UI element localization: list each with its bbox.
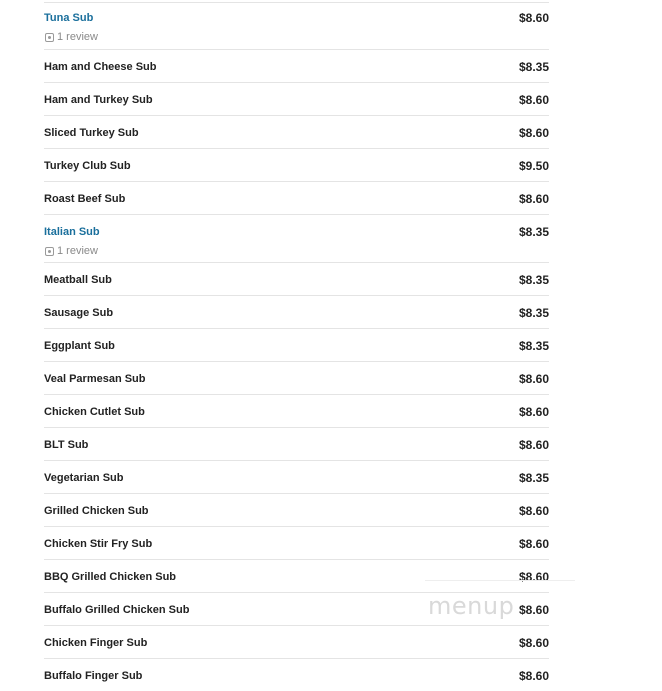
menu-item-name: Sliced Turkey Sub xyxy=(44,127,139,139)
menu-item-price: $8.35 xyxy=(518,225,549,239)
menu-item-name: Ham and Cheese Sub xyxy=(44,61,157,73)
menu-item-price: $8.60 xyxy=(518,603,549,617)
review-icon xyxy=(45,33,54,42)
menu-item-name: Vegetarian Sub xyxy=(44,472,124,484)
menu-item-name: Sausage Sub xyxy=(44,307,114,319)
menu-item xyxy=(44,329,549,362)
menu-item-name[interactable]: Tuna Sub xyxy=(44,12,94,24)
menu-item-price: $8.35 xyxy=(518,471,549,485)
menu-item-name: Roast Beef Sub xyxy=(44,193,126,205)
menu-item-price: $9.50 xyxy=(518,159,549,173)
menu-list xyxy=(44,0,549,691)
menu-item-name: BLT Sub xyxy=(44,439,89,451)
menu-item-name: Ham and Turkey Sub xyxy=(44,94,153,106)
menu-item xyxy=(44,527,549,560)
review-icon xyxy=(45,247,54,256)
menu-item-price: $8.60 xyxy=(518,570,549,584)
menu-item-price: $8.60 xyxy=(518,537,549,551)
menu-item-name: Grilled Chicken Sub xyxy=(44,505,149,517)
menu-item-price: $8.60 xyxy=(518,11,549,25)
menu-item-name: Veal Parmesan Sub xyxy=(44,373,146,385)
watermark-line xyxy=(425,580,575,581)
menu-item xyxy=(44,395,549,428)
menu-item xyxy=(44,182,549,215)
menu-item xyxy=(44,263,549,296)
menu-item-name: Turkey Club Sub xyxy=(44,160,131,172)
menu-item-price: $8.60 xyxy=(518,504,549,518)
menu-item-price: $8.35 xyxy=(518,273,549,287)
review-count[interactable] xyxy=(45,245,98,257)
menu-item-price: $8.60 xyxy=(518,126,549,140)
menu-item-name: Chicken Stir Fry Sub xyxy=(44,538,153,550)
menu-item xyxy=(44,626,549,659)
menu-item-price: $8.35 xyxy=(518,60,549,74)
menu-item[interactable] xyxy=(44,215,549,263)
menu-item-price: $8.60 xyxy=(518,438,549,452)
menu-item xyxy=(44,461,549,494)
menu-item xyxy=(44,296,549,329)
menu-item-name: Chicken Cutlet Sub xyxy=(44,406,145,418)
menu-item-name: Buffalo Finger Sub xyxy=(44,670,143,682)
menu-item-name: Chicken Finger Sub xyxy=(44,637,148,649)
menu-item xyxy=(44,428,549,461)
menu-item-name: Buffalo Grilled Chicken Sub xyxy=(44,604,190,616)
menu-item xyxy=(44,149,549,182)
menu-item-price: $8.35 xyxy=(518,339,549,353)
menu-item-name: BBQ Grilled Chicken Sub xyxy=(44,571,177,583)
menu-item-name: Meatball Sub xyxy=(44,274,112,286)
menu-item-name: Eggplant Sub xyxy=(44,340,115,352)
menu-item[interactable] xyxy=(44,0,549,50)
menu-item-price: $8.35 xyxy=(518,306,549,320)
menu-item xyxy=(44,659,549,691)
review-count[interactable] xyxy=(45,31,98,43)
menu-item xyxy=(44,116,549,149)
menu-item xyxy=(44,50,549,83)
review-count-label: 1 review xyxy=(57,245,98,257)
menu-item-price: $8.60 xyxy=(518,372,549,386)
menu-item xyxy=(44,560,549,593)
menu-item-price: $8.60 xyxy=(518,192,549,206)
menu-item-price: $8.60 xyxy=(518,636,549,650)
menu-item-name[interactable]: Italian Sub xyxy=(44,226,100,238)
menu-item-price: $8.60 xyxy=(518,669,549,683)
menu-item xyxy=(44,362,549,395)
review-count-label: 1 review xyxy=(57,31,98,43)
menu-item xyxy=(44,494,549,527)
menu-item xyxy=(44,83,549,116)
menu-item-price: $8.60 xyxy=(518,93,549,107)
menu-item-price: $8.60 xyxy=(518,405,549,419)
menup-watermark: menup xyxy=(428,592,515,620)
